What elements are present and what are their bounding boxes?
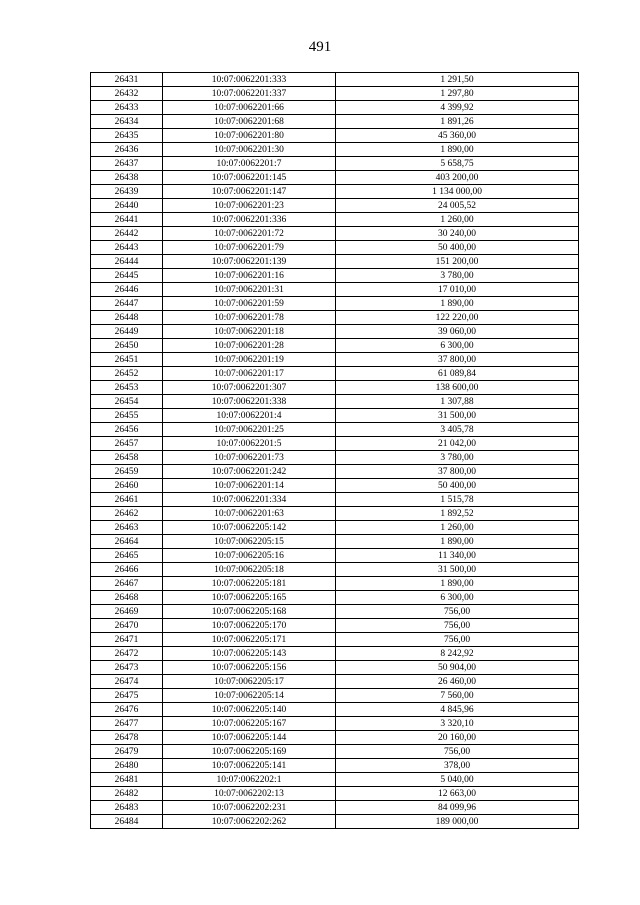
table-row: [91, 605, 579, 619]
table-row: [91, 577, 579, 591]
value-cell: 50 400,00: [336, 479, 579, 493]
row-number-cell: 26447: [91, 297, 163, 311]
cadastral-number-cell: 10:07:0062201:7: [163, 157, 336, 171]
value-cell: 20 160,00: [336, 731, 579, 745]
table-row: [91, 521, 579, 535]
row-number-cell: 26480: [91, 759, 163, 773]
table-row: [91, 745, 579, 759]
table-row: [91, 549, 579, 563]
row-number-cell: 26454: [91, 395, 163, 409]
value-cell: 31 500,00: [336, 409, 579, 423]
table-row: [91, 493, 579, 507]
cadastral-number-cell: 10:07:0062205:181: [163, 577, 336, 591]
value-cell: 1 890,00: [336, 535, 579, 549]
row-number-cell: 26462: [91, 507, 163, 521]
value-cell: 756,00: [336, 745, 579, 759]
row-number-cell: 26445: [91, 269, 163, 283]
value-cell: 3 320,10: [336, 717, 579, 731]
table-row: [91, 409, 579, 423]
cadastral-number-cell: 10:07:0062201:25: [163, 423, 336, 437]
table-row: [91, 633, 579, 647]
value-cell: 17 010,00: [336, 283, 579, 297]
row-number-cell: 26449: [91, 325, 163, 339]
value-cell: 61 089,84: [336, 367, 579, 381]
row-number-cell: 26441: [91, 213, 163, 227]
table-row: [91, 591, 579, 605]
row-number-cell: 26479: [91, 745, 163, 759]
cadastral-number-cell: 10:07:0062201:4: [163, 409, 336, 423]
cadastral-number-cell: 10:07:0062205:144: [163, 731, 336, 745]
cadastral-number-cell: 10:07:0062205:167: [163, 717, 336, 731]
cadastral-number-cell: 10:07:0062201:63: [163, 507, 336, 521]
value-cell: 122 220,00: [336, 311, 579, 325]
table-row: [91, 787, 579, 801]
row-number-cell: 26459: [91, 465, 163, 479]
value-cell: 45 360,00: [336, 129, 579, 143]
row-number-cell: 26472: [91, 647, 163, 661]
row-number-cell: 26431: [91, 73, 163, 87]
table-row: [91, 437, 579, 451]
row-number-cell: 26456: [91, 423, 163, 437]
row-number-cell: 26475: [91, 689, 163, 703]
row-number-cell: 26470: [91, 619, 163, 633]
cadastral-number-cell: 10:07:0062201:16: [163, 269, 336, 283]
value-cell: 21 042,00: [336, 437, 579, 451]
table-row: [91, 269, 579, 283]
value-cell: 1 307,88: [336, 395, 579, 409]
cadastral-number-cell: 10:07:0062201:14: [163, 479, 336, 493]
cadastral-number-cell: 10:07:0062201:72: [163, 227, 336, 241]
row-number-cell: 26458: [91, 451, 163, 465]
value-cell: 3 780,00: [336, 451, 579, 465]
cadastral-number-cell: 10:07:0062201:334: [163, 493, 336, 507]
value-cell: 403 200,00: [336, 171, 579, 185]
value-cell: 5 040,00: [336, 773, 579, 787]
cadastral-number-cell: 10:07:0062205:18: [163, 563, 336, 577]
cadastral-number-cell: 10:07:0062201:31: [163, 283, 336, 297]
value-cell: 3 405,78: [336, 423, 579, 437]
table-row: [91, 689, 579, 703]
cadastral-number-cell: 10:07:0062201:17: [163, 367, 336, 381]
cadastral-number-cell: 10:07:0062201:78: [163, 311, 336, 325]
cadastral-number-cell: 10:07:0062201:145: [163, 171, 336, 185]
table-row: [91, 353, 579, 367]
table-row: [91, 507, 579, 521]
row-number-cell: 26481: [91, 773, 163, 787]
table-row: [91, 227, 579, 241]
value-cell: 1 892,52: [336, 507, 579, 521]
value-cell: 756,00: [336, 605, 579, 619]
row-number-cell: 26460: [91, 479, 163, 493]
table-row: [91, 717, 579, 731]
row-number-cell: 26474: [91, 675, 163, 689]
row-number-cell: 26476: [91, 703, 163, 717]
row-number-cell: 26436: [91, 143, 163, 157]
table-row: [91, 675, 579, 689]
value-cell: 1 515,78: [336, 493, 579, 507]
cadastral-number-cell: 10:07:0062201:147: [163, 185, 336, 199]
table-row: [91, 619, 579, 633]
value-cell: 37 800,00: [336, 465, 579, 479]
row-number-cell: 26444: [91, 255, 163, 269]
value-cell: 151 200,00: [336, 255, 579, 269]
table-row: [91, 563, 579, 577]
cadastral-value-table: [90, 72, 579, 829]
cadastral-number-cell: 10:07:0062202:231: [163, 801, 336, 815]
cadastral-number-cell: 10:07:0062201:28: [163, 339, 336, 353]
table-body: [91, 73, 579, 829]
table-row: [91, 157, 579, 171]
table-row: [91, 87, 579, 101]
row-number-cell: 26464: [91, 535, 163, 549]
table-row: [91, 325, 579, 339]
cadastral-number-cell: 10:07:0062201:79: [163, 241, 336, 255]
value-cell: 138 600,00: [336, 381, 579, 395]
table-row: [91, 297, 579, 311]
cadastral-number-cell: 10:07:0062201:30: [163, 143, 336, 157]
table-row: [91, 129, 579, 143]
value-cell: 3 780,00: [336, 269, 579, 283]
row-number-cell: 26433: [91, 101, 163, 115]
value-cell: 1 291,50: [336, 73, 579, 87]
table-row: [91, 115, 579, 129]
cadastral-number-cell: 10:07:0062201:337: [163, 87, 336, 101]
cadastral-number-cell: 10:07:0062205:140: [163, 703, 336, 717]
cadastral-number-cell: 10:07:0062201:336: [163, 213, 336, 227]
row-number-cell: 26440: [91, 199, 163, 213]
value-cell: 1 297,80: [336, 87, 579, 101]
cadastral-number-cell: 10:07:0062202:262: [163, 815, 336, 829]
value-cell: 12 663,00: [336, 787, 579, 801]
table-row: [91, 815, 579, 829]
row-number-cell: 26467: [91, 577, 163, 591]
value-cell: 39 060,00: [336, 325, 579, 339]
table-row: [91, 479, 579, 493]
row-number-cell: 26466: [91, 563, 163, 577]
table-row: [91, 255, 579, 269]
cadastral-number-cell: 10:07:0062205:15: [163, 535, 336, 549]
cadastral-number-cell: 10:07:0062201:80: [163, 129, 336, 143]
table-row: [91, 185, 579, 199]
row-number-cell: 26463: [91, 521, 163, 535]
table-row: [91, 73, 579, 87]
cadastral-number-cell: 10:07:0062201:68: [163, 115, 336, 129]
cadastral-number-cell: 10:07:0062205:156: [163, 661, 336, 675]
table-row: [91, 213, 579, 227]
row-number-cell: 26432: [91, 87, 163, 101]
value-cell: 5 658,75: [336, 157, 579, 171]
row-number-cell: 26450: [91, 339, 163, 353]
cadastral-number-cell: 10:07:0062202:13: [163, 787, 336, 801]
table-row: [91, 451, 579, 465]
value-cell: 31 500,00: [336, 563, 579, 577]
value-cell: 1 890,00: [336, 297, 579, 311]
cadastral-number-cell: 10:07:0062201:23: [163, 199, 336, 213]
cadastral-number-cell: 10:07:0062201:19: [163, 353, 336, 367]
value-cell: 84 099,96: [336, 801, 579, 815]
value-cell: 8 242,92: [336, 647, 579, 661]
value-cell: 1 890,00: [336, 143, 579, 157]
row-number-cell: 26469: [91, 605, 163, 619]
cadastral-number-cell: 10:07:0062205:17: [163, 675, 336, 689]
row-number-cell: 26452: [91, 367, 163, 381]
cadastral-number-cell: 10:07:0062205:170: [163, 619, 336, 633]
row-number-cell: 26465: [91, 549, 163, 563]
row-number-cell: 26473: [91, 661, 163, 675]
row-number-cell: 26455: [91, 409, 163, 423]
row-number-cell: 26478: [91, 731, 163, 745]
value-cell: 26 460,00: [336, 675, 579, 689]
value-cell: 6 300,00: [336, 339, 579, 353]
table-row: [91, 731, 579, 745]
value-cell: 1 891,26: [336, 115, 579, 129]
cadastral-number-cell: 10:07:0062201:73: [163, 451, 336, 465]
table-row: [91, 647, 579, 661]
cadastral-number-cell: 10:07:0062205:165: [163, 591, 336, 605]
table-row: [91, 661, 579, 675]
table-row: [91, 199, 579, 213]
value-cell: 1 260,00: [336, 213, 579, 227]
table-row: [91, 395, 579, 409]
cadastral-number-cell: 10:07:0062201:66: [163, 101, 336, 115]
value-cell: 24 005,52: [336, 199, 579, 213]
table-row: [91, 381, 579, 395]
table-row: [91, 535, 579, 549]
value-cell: 756,00: [336, 619, 579, 633]
cadastral-number-cell: 10:07:0062201:333: [163, 73, 336, 87]
table-row: [91, 339, 579, 353]
value-cell: 50 400,00: [336, 241, 579, 255]
table-row: [91, 703, 579, 717]
table-row: [91, 171, 579, 185]
row-number-cell: 26471: [91, 633, 163, 647]
table-row: [91, 423, 579, 437]
row-number-cell: 26448: [91, 311, 163, 325]
cadastral-number-cell: 10:07:0062201:307: [163, 381, 336, 395]
value-cell: 4 399,92: [336, 101, 579, 115]
value-cell: 37 800,00: [336, 353, 579, 367]
cadastral-number-cell: 10:07:0062205:142: [163, 521, 336, 535]
value-cell: 30 240,00: [336, 227, 579, 241]
value-cell: 1 260,00: [336, 521, 579, 535]
cadastral-number-cell: 10:07:0062205:168: [163, 605, 336, 619]
row-number-cell: 26435: [91, 129, 163, 143]
table-row: [91, 465, 579, 479]
value-cell: 11 340,00: [336, 549, 579, 563]
value-cell: 1 134 000,00: [336, 185, 579, 199]
row-number-cell: 26457: [91, 437, 163, 451]
row-number-cell: 26484: [91, 815, 163, 829]
value-cell: 1 890,00: [336, 577, 579, 591]
table-row: [91, 241, 579, 255]
row-number-cell: 26453: [91, 381, 163, 395]
row-number-cell: 26483: [91, 801, 163, 815]
table-row: [91, 773, 579, 787]
table-row: [91, 143, 579, 157]
value-cell: 4 845,96: [336, 703, 579, 717]
table-row: [91, 759, 579, 773]
value-cell: 7 560,00: [336, 689, 579, 703]
page-number: 491: [308, 39, 332, 55]
cadastral-number-cell: 10:07:0062202:1: [163, 773, 336, 787]
table-row: [91, 101, 579, 115]
cadastral-number-cell: 10:07:0062205:143: [163, 647, 336, 661]
cadastral-number-cell: 10:07:0062201:338: [163, 395, 336, 409]
row-number-cell: 26477: [91, 717, 163, 731]
value-cell: 756,00: [336, 633, 579, 647]
value-cell: 50 904,00: [336, 661, 579, 675]
table-row: [91, 367, 579, 381]
row-number-cell: 26482: [91, 787, 163, 801]
cadastral-number-cell: 10:07:0062201:139: [163, 255, 336, 269]
row-number-cell: 26437: [91, 157, 163, 171]
value-cell: 189 000,00: [336, 815, 579, 829]
row-number-cell: 26451: [91, 353, 163, 367]
row-number-cell: 26461: [91, 493, 163, 507]
cadastral-number-cell: 10:07:0062205:171: [163, 633, 336, 647]
cadastral-number-cell: 10:07:0062205:14: [163, 689, 336, 703]
cadastral-number-cell: 10:07:0062205:169: [163, 745, 336, 759]
cadastral-number-cell: 10:07:0062205:16: [163, 549, 336, 563]
cadastral-number-cell: 10:07:0062201:18: [163, 325, 336, 339]
cadastral-number-cell: 10:07:0062205:141: [163, 759, 336, 773]
row-number-cell: 26438: [91, 171, 163, 185]
row-number-cell: 26439: [91, 185, 163, 199]
row-number-cell: 26434: [91, 115, 163, 129]
row-number-cell: 26468: [91, 591, 163, 605]
value-cell: 6 300,00: [336, 591, 579, 605]
table-row: [91, 283, 579, 297]
row-number-cell: 26442: [91, 227, 163, 241]
cadastral-number-cell: 10:07:0062201:59: [163, 297, 336, 311]
row-number-cell: 26446: [91, 283, 163, 297]
cadastral-number-cell: 10:07:0062201:242: [163, 465, 336, 479]
table-row: [91, 311, 579, 325]
row-number-cell: 26443: [91, 241, 163, 255]
value-cell: 378,00: [336, 759, 579, 773]
table-row: [91, 801, 579, 815]
cadastral-number-cell: 10:07:0062201:5: [163, 437, 336, 451]
